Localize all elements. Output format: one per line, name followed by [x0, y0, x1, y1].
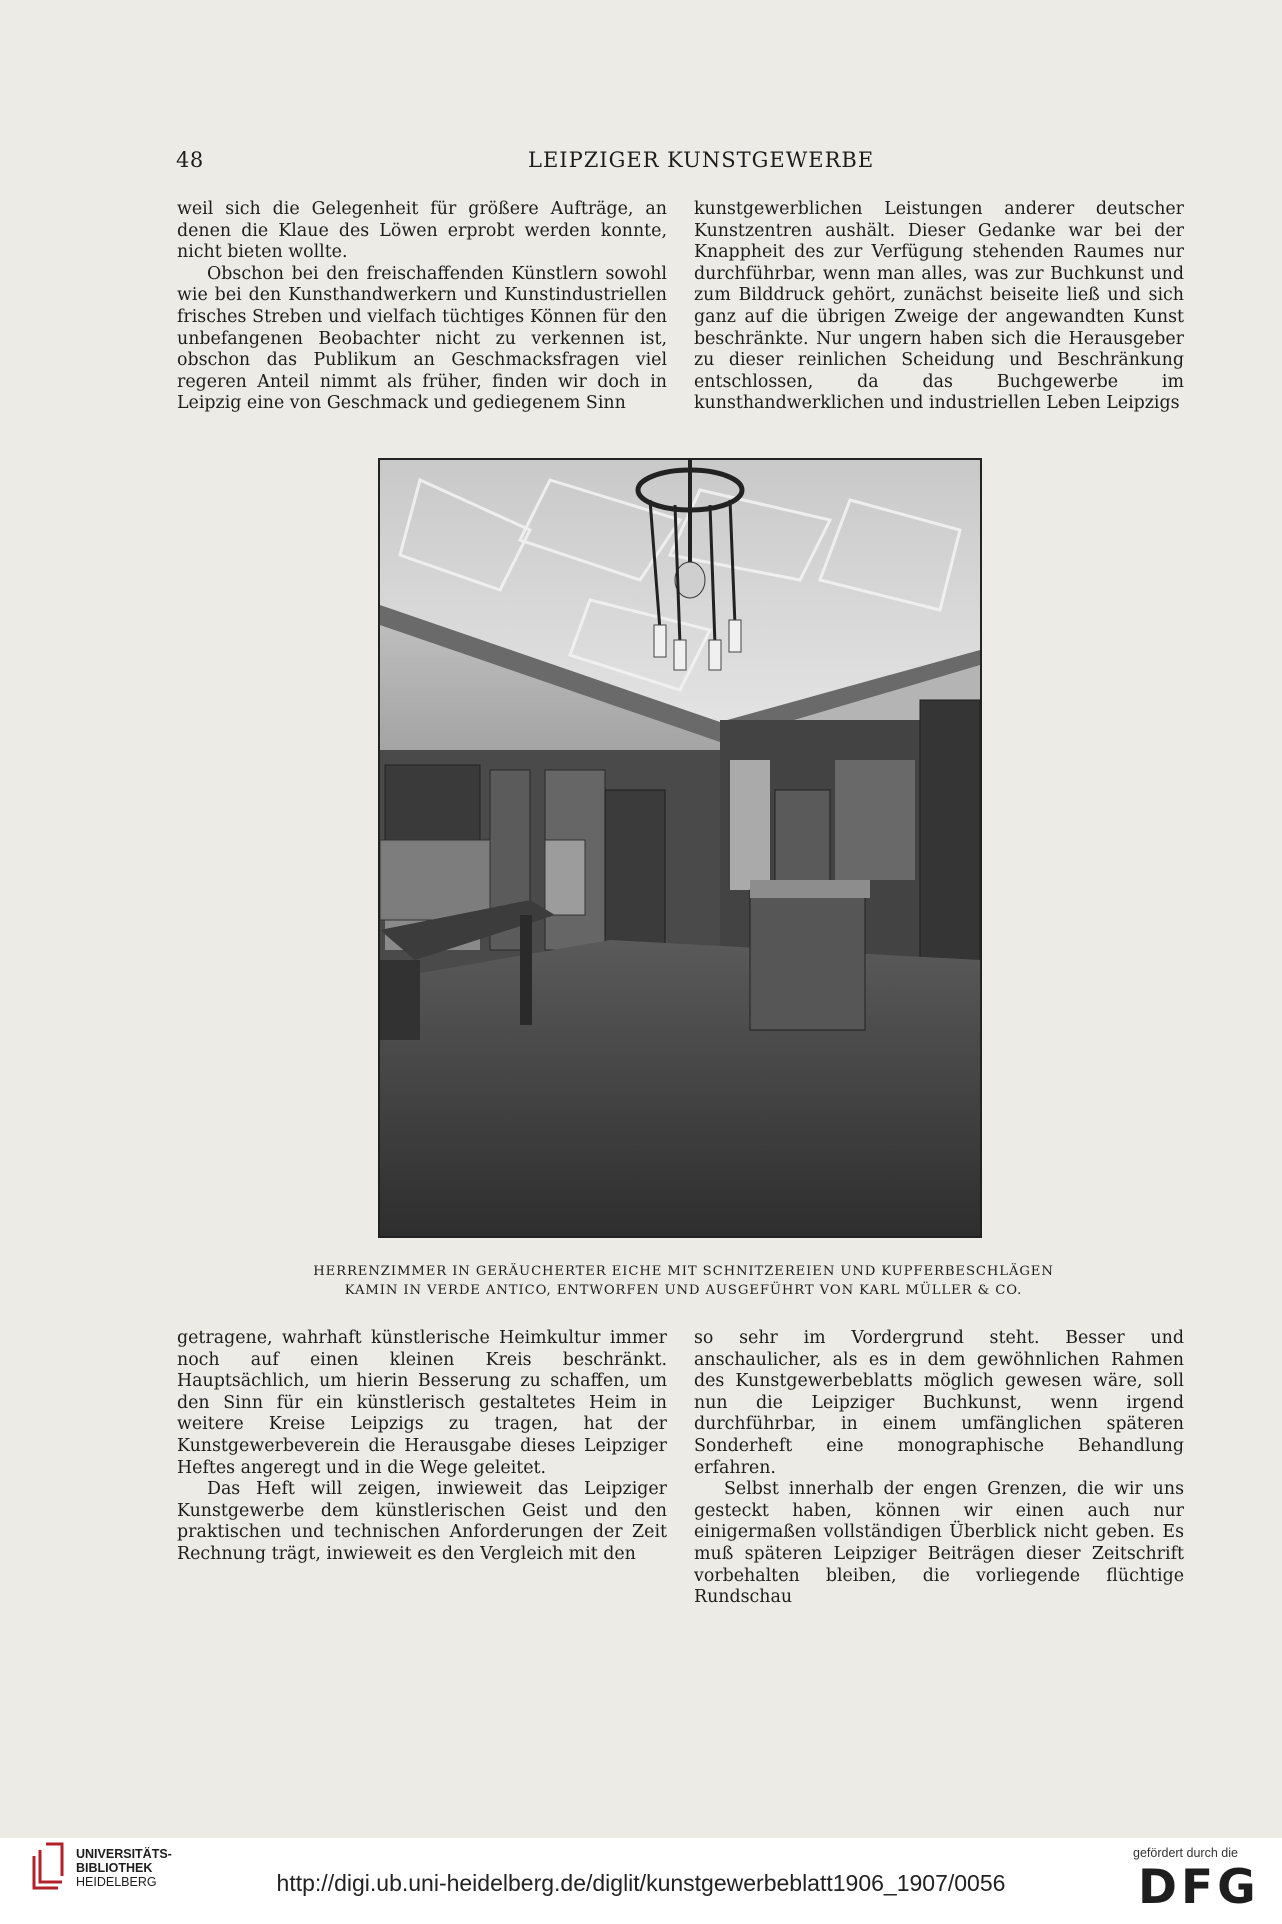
- paragraph: Selbst innerhalb der engen Grenzen, die wir uns gesteckt haben, können wir einen auch nur einigermaßen vollständigen Überblick nicht geben. Es muß späteren Leipziger Beiträgen dieser Zeitschrift vorbehalten bleiben, die vorliegende flüchtige Rundschau: [694, 1479, 1184, 1608]
- text-column-right-top: [694, 199, 1184, 415]
- library-line: BIBLIOTHEK: [76, 1861, 153, 1875]
- dfg-logo: DFG: [1138, 1860, 1260, 1915]
- caption-line: HERRENZIMMER IN GERÄUCHERTER EICHE MIT SCHNITZEREIEN UND KUPFERBESCHLÄGEN: [313, 1264, 1054, 1279]
- paragraph: kunstgewerblichen Leistungen anderer deutscher Kunstzentren aushält. Dieser Gedanke war bei der Knappheit des zur Verfügung stehenden Raumes nur durchführbar, wenn man alles, was zur Buchkunst und zum Bilddruck gehört, zunächst beiseite ließ und sich ganz auf die übrigen Zweige der angewandten Kunst beschränkte. Nur ungern haben sich die Herausgeber zu dieser reinlichen Scheidung und Beschränkung entschlossen, da das Buchgewerbe im kunsthandwerklichen und industriellen Leben Leipzigs: [694, 199, 1184, 414]
- source-url-link[interactable]: http://digi.ub.uni-heidelberg.de/diglit/kunstgewerbeblatt1906_1907/0056: [276, 1870, 1006, 1896]
- text-column-left-bottom: [177, 1328, 667, 1566]
- figure-caption: [176, 1263, 1191, 1300]
- paragraph: so sehr im Vordergrund steht. Besser und anschaulicher, als es in dem gewöhnlichen Rahmen des Kunstgewerbeblatts möglich gewesen wäre, soll nun die Leipziger Buchkunst, wenn irgend durchführbar, in einem umfänglichen späteren Sonderheft eine monographische Behandlung erfahren.: [694, 1328, 1184, 1478]
- text-column-right-bottom: [694, 1328, 1184, 1609]
- interior-photograph: [378, 458, 982, 1238]
- paragraph: Obschon bei den freischaffenden Künstlern sowohl wie bei den Kunsthandwerkern und Kunstindustriellen frisches Streben und vielfach tüchtiges Können für den unbefangenen Beobachter nicht zu verkennen ist, obschon das Publikum an Geschmacksfragen viel regeren Anteil nimmt als früher, finden wir doch in Leipzig eine von Geschmack und gediegenem Sinn: [177, 263, 667, 414]
- page-number: 48: [176, 148, 204, 172]
- caption-line: KAMIN IN VERDE ANTICO, ENTWORFEN UND AUSGEFÜHRT VON KARL MÜLLER & CO.: [344, 1282, 1023, 1298]
- funding-label: gefördert durch die: [1133, 1846, 1238, 1860]
- text-column-left-top: [177, 199, 667, 415]
- paragraph: Das Heft will zeigen, inwieweit das Leipziger Kunstgewerbe dem künstlerischen Geist und den praktischen und technischen Anforderungen der Zeit Rechnung trägt, inwieweit es den Vergleich mit den: [177, 1479, 667, 1564]
- paragraph: getragene, wahrhaft künstlerische Heimkultur immer noch auf einen kleinen Kreis beschränkt. Hauptsächlich, um hierin Besserung zu schaffen, um den Sinn für ein künstlerisch gestaltetes Heim in weitere Kreise Leipzigs zu tragen, hat der Kunstgewerbeverein die Herausgabe dieses Leipziger Heftes angeregt und in die Wege geleitet.: [177, 1328, 667, 1478]
- running-title: LEIPZIGER KUNSTGEWERBE: [528, 148, 875, 172]
- paragraph: weil sich die Gelegenheit für größere Aufträge, an denen die Klaue des Löwen erprobt werden konnte, nicht bieten wollte.: [177, 199, 667, 263]
- library-line: UNIVERSITÄTS-: [76, 1847, 172, 1861]
- library-line: HEIDELBERG: [76, 1875, 157, 1889]
